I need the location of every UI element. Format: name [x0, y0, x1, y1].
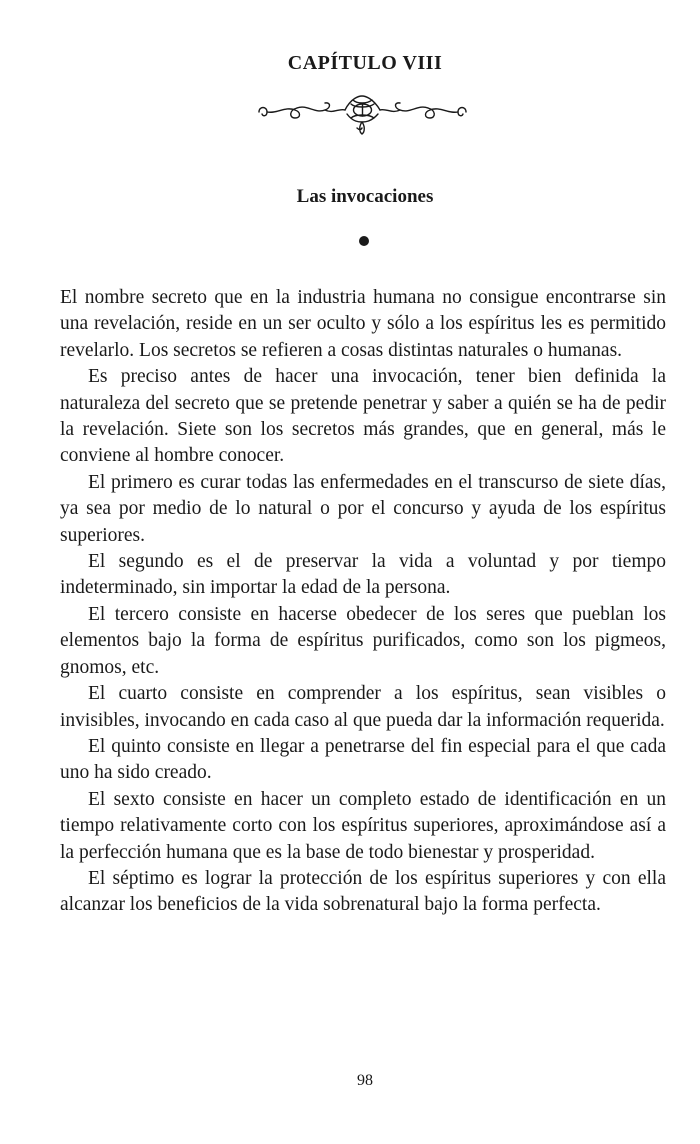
body-text [60, 285, 666, 919]
paragraph: Es preciso antes de hacer una invocación, tener bien definida la naturaleza del secreto que se pretende penetrar y saber a quién se ha de pedir la revelación. Siete son los secretos más grandes, que en general, más le conviene al hombre conocer. [60, 366, 666, 467]
paragraph: El cuarto consiste en comprender a los espíritus, sean visibles o invisibles, invocando en cada caso al que pueda dar la información requerida. [60, 683, 666, 731]
paragraph: El quinto consiste en llegar a penetrarse del fin especial para el que cada uno ha sido creado. [60, 735, 666, 784]
paragraph: El segundo es el de preservar la vida a voluntad y por tiempo indeterminado, sin importar la edad de la persona. [60, 551, 666, 599]
paragraph: El primero es curar todas las enfermedades en el transcurso de siete días, ya sea por medio de lo natural o por el concurso y ayuda de los espíritus superiores. [60, 471, 666, 546]
section-title: Las invocaciones [296, 186, 434, 207]
bullet-dot-icon [359, 236, 369, 246]
paragraph: El nombre secreto que en la industria humana no consigue encontrarse sin una revelación, reside en un ser oculto y sólo a los espíritus les es permitido revelarlo. Los secretos se refieren a cosas distintas naturales o humanas. [60, 287, 666, 361]
ornamental-divider-icon [255, 92, 470, 138]
page-number: 98 [357, 1072, 373, 1089]
paragraph: El séptimo es lograr la protección de los espíritus superiores y con ella alcanzar los beneficios de la vida sobrenatural bajo la forma perfecta. [60, 867, 666, 916]
chapter-title: CAPÍTULO VIII [287, 52, 443, 74]
paragraph: El sexto consiste en hacer un completo estado de identificación en un tiempo relativamente corto con los espíritus superiores, aproximándose así a la perfección humana que es la base de todo bienestar y prosperidad. [60, 788, 666, 863]
paragraph: El tercero consiste en hacerse obedecer de los seres que pueblan los elementos bajo la forma de espíritus purificados, como son los pigmeos, gnomos, etc. [60, 603, 666, 678]
